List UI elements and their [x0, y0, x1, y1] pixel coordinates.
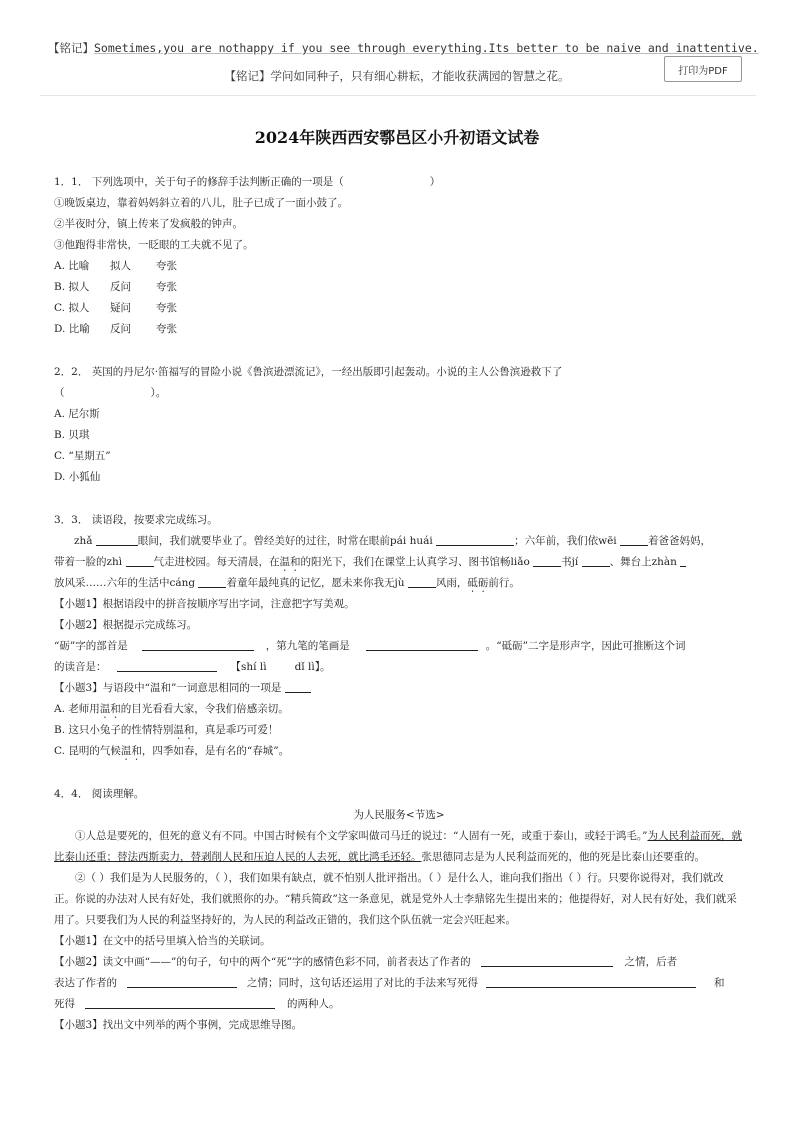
- answer-blank[interactable]: [127, 975, 237, 988]
- q3-stem: 3．3． 读语段，按要求完成练习。: [54, 514, 218, 526]
- top-motto: [48, 42, 768, 56]
- answer-blank[interactable]: [117, 659, 217, 672]
- q1-sentence: ②半夜时分，镇上传来了发疯般的钟声。: [54, 218, 243, 230]
- q3-passage-line: 放风采……六年的生活中cáng 着童年最纯真的记忆，愿未来你我无jù 风雨，砥砺前行。: [54, 577, 520, 589]
- answer-blank[interactable]: [486, 975, 696, 988]
- passage-paragraph-2: ②（ ）我们是为人民服务的，（ ），我们如果有缺点，就不怕别人批评指出。（ ）是什么人，谁向我们指出（ ）行。只要你说得对，我们就改正。你说的办法对人民有好处，我们就照你的办。“精兵简政”这一条意见，就是党外人士李鼎铭先生提出来的；他提得好，对人民有好处，我们就采用了。只要我们为人民的利益坚持好的，为人民的利益改正错的，我们这个队伍就一定会兴旺起来。: [54, 872, 737, 926]
- q4-sub2-line: 【小题2】读文中画“——”的句子，句中的两个“死”字的感情色彩不同，前者表达了作者的 之情，后者: [54, 956, 678, 968]
- motto-prefix: 【铭记】: [48, 41, 94, 55]
- q1-option-b[interactable]: B. 拟人 反问 夸张: [54, 281, 177, 293]
- exam-body: [54, 172, 744, 1036]
- q3-passage-line: zhǎ 眼间，我们就要毕业了。曾经美好的过往，时常在眼前pái huái ；六年前，我们依wēi 着爸爸妈妈，: [74, 535, 711, 547]
- answer-blank[interactable]: [366, 638, 478, 651]
- answer-blank[interactable]: [142, 638, 254, 651]
- answer-blank[interactable]: [85, 996, 275, 1009]
- answer-blank[interactable]: [198, 575, 226, 588]
- motto-english: Sometimes,you are nothappy if you see through everything.Its better to be naive and inattentive.: [94, 41, 759, 55]
- answer-blank[interactable]: [96, 533, 138, 546]
- answer-blank[interactable]: [436, 533, 514, 546]
- answer-blank[interactable]: [680, 554, 686, 567]
- q2-option-c[interactable]: C. “星期五”: [54, 450, 111, 462]
- q4-sub2-line: 表达了作者的 之情；同时，这句话还运用了对比的手法来写死得 和: [54, 977, 725, 989]
- answer-blank[interactable]: [285, 680, 311, 693]
- answer-blank[interactable]: [408, 575, 436, 588]
- q1-sentence: ①晚饭桌边，靠着妈妈斜立着的八儿，肚子已成了一面小鼓了。: [54, 197, 348, 209]
- q3-sub1: 【小题1】根据语段中的拼音按顺序写出字词，注意把字写美观。: [54, 598, 355, 610]
- answer-blank[interactable]: [533, 554, 561, 567]
- q2-option-d[interactable]: D. 小狐仙: [54, 471, 101, 483]
- page-title: 2024年陕西西安鄠邑区小升初语文试卷: [254, 128, 540, 147]
- motto-chinese: 【铭记】学问如同种子，只有细心耕耘，才能收获满园的智慧之花。: [224, 69, 570, 83]
- q2-option-a[interactable]: A. 尼尔斯: [54, 408, 100, 420]
- q3-option-a[interactable]: A. 老师用温和的目光看看大家，令我们倍感亲切。: [54, 703, 289, 715]
- q4-sub3: 【小题3】找出文中列举的两个事例，完成思维导图。: [54, 1019, 303, 1031]
- q2-stem: 2．2． 英国的丹尼尔·笛福写的冒险小说《鲁滨逊漂流记》，一经出版即引起轰动。小说的主人公鲁滨逊救下了: [54, 366, 563, 378]
- q3-sub3: 【小题3】与语段中“温和”一词意思相同的一项是: [54, 678, 744, 699]
- answer-blank[interactable]: [620, 533, 648, 546]
- q2-option-b[interactable]: B. 贝琪: [54, 429, 90, 441]
- answer-blank[interactable]: [582, 554, 610, 567]
- q1-sentence: ③他跑得非常快，一眨眼的工夫就不见了。: [54, 239, 254, 251]
- q3-option-c[interactable]: C. 昆明的气候温和，四季如春，是有名的“春城”。: [54, 745, 290, 757]
- q3-sub2-line: “砺”字的部首是 ，第九笔的笔画是 。“砥砺”二字是形声字，因此可推断这个词: [54, 640, 686, 652]
- print-pdf-button[interactable]: 打印为PDF: [664, 56, 742, 82]
- q1-option-a[interactable]: A. 比喻 拟人 夸张: [54, 260, 177, 272]
- passage-title: 为人民服务<节选>: [353, 809, 445, 821]
- q3-option-b[interactable]: B. 这只小兔子的性情特别温和，真是乖巧可爱！: [54, 724, 279, 736]
- q3-passage-line: 带着一脸的zhì 气走进校园。每天清晨，在温和的阳光下，我们在课堂上认真学习、图书馆畅liǎo 书jí 、舞台上zhàn: [54, 552, 744, 573]
- q1-stem: 1．1． 下列选项中，关于句子的修辞手法判断正确的一项是（ ）: [54, 176, 441, 188]
- q4-stem: 4．4． 阅读理解。: [54, 788, 145, 800]
- q3-sub2-line: 的读音是： 【shí lì dǐ lì】。: [54, 661, 331, 673]
- q1-option-d[interactable]: D. 比喻 反问 夸张: [54, 323, 177, 335]
- answer-blank[interactable]: [126, 554, 154, 567]
- q4-sub1: 【小题1】在文中的括号里填入恰当的关联词。: [54, 935, 271, 947]
- answer-blank[interactable]: [481, 954, 613, 967]
- header-divider: [40, 95, 756, 96]
- q4-sub2-line: 死得 的两种人。: [54, 998, 340, 1010]
- q1-option-c[interactable]: C. 拟人 疑问 夸张: [54, 302, 177, 314]
- q3-sub2: 【小题2】根据提示完成练习。: [54, 619, 198, 631]
- passage-paragraph-1: ①人总是要死的，但死的意义有不同。中国古时候有个文学家叫做司马迁的说过：“人固有一死，或重于泰山，或轻于鸿毛。”为人民利益而死，就比泰山还重；替法西斯卖力，替剥削人民和压迫人民的人去死，就比鸿毛还轻。张思德同志是为人民利益而死的，他的死是比泰山还要重的。: [54, 830, 742, 863]
- q2-stem-cont: （ ）。: [54, 387, 167, 399]
